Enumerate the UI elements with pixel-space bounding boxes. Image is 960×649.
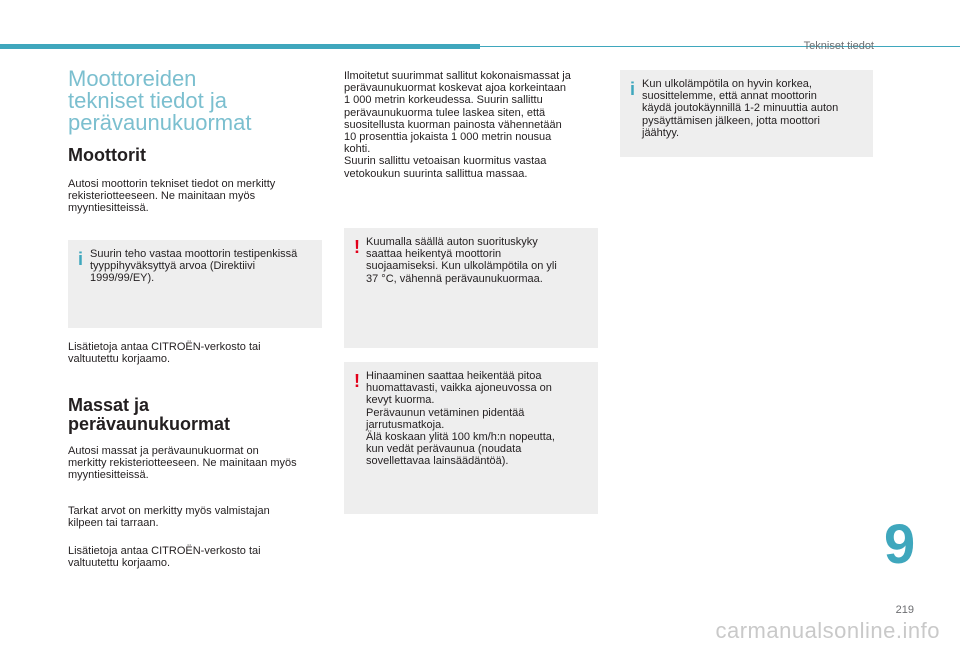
info-box-power [68,240,322,328]
warning-box-hot-weather-text: Kuumalla säällä auton suorituskyky saattaa heikentyä moottorin suojaamiseksi. Kun ulkolämpötila on yli 37 °C, vähennä perävaunukuormaa. [366,236,557,285]
info-box-power-text: Suurin teho vastaa moottorin testipenkissä tyyppihyväksyttyä arvoa (Direktiivi 1999/99/EY). [90,248,298,285]
paragraph-masses: Autosi massat ja perävaunukuormat on merkitty rekisteriotteeseen. Ne mainitaan myös myyntiesitteissä. [68,445,297,482]
page-number: 219 [895,604,914,616]
chapter-number: 9 [884,512,916,575]
paragraph-engines: Autosi moottorin tekniset tiedot on merkitty rekisteriotteeseen. Ne mainitaan myös myyntiesitteissä. [68,178,276,215]
info-icon: i [78,249,84,269]
paragraph-weights: Ilmoitetut suurimmat sallitut kokonaismassat ja perävaunukuormat koskevat ajoa korkeintaan 1 000 metrin korkeudessa. Suurin sallittu perävaunukuorma tulee laskea siten, että suositellusta kuorman painosta vähennetään 10 prosenttia jokaista 1 000 metrin nousua kohti. Suurin sallittu vetoaisan kuormitus vastaa vetokoukun suurinta sallittua massaa. [344,70,571,180]
paragraph-more-info-2: Lisätietoja antaa CITROËN-verkosto tai valtuutettu korjaamo. [68,545,261,570]
warning-icon: ! [354,237,360,257]
info-box-cooling [620,70,873,157]
watermark: carmanualsonline.info [715,618,940,643]
page-title: Moottoreiden tekniset tiedot ja perävaunukuormat [68,66,252,135]
paragraph-exact-values: Tarkat arvot on merkitty myös valmistajan kilpeen tai tarraan. [68,505,270,530]
section-label: Tekniset tiedot [803,40,874,52]
warning-box-towing-text: Hinaaminen saattaa heikentää pitoa huomattavasti, vaikka ajoneuvossa on kevyt kuorma. Perävaunun vetäminen pidentää jarrutusmatkoja. Älä koskaan ylitä 100 km/h:n nopeutta, kun vedät perävaunua (noudata sovellettavaa lainsäädäntöä). [366,370,555,468]
header-rule [480,46,960,47]
warning-box-hot-weather [344,228,598,348]
warning-box-towing [344,362,598,514]
header-accent-bar [0,44,480,49]
warning-icon: ! [354,371,360,391]
info-box-cooling-text: Kun ulkolämpötila on hyvin korkea, suosittelemme, että annat moottorin käydä joutokäynnillä 1-2 minuuttia auton pysäyttämisen jälkeen, jotta moottori jäähtyy. [642,78,839,139]
paragraph-more-info-1: Lisätietoja antaa CITROËN-verkosto tai valtuutettu korjaamo. [68,341,261,366]
heading-engines: Moottorit [68,145,146,165]
info-icon: i [630,79,636,99]
heading-masses: Massat ja perävaunukuormat [68,395,231,434]
